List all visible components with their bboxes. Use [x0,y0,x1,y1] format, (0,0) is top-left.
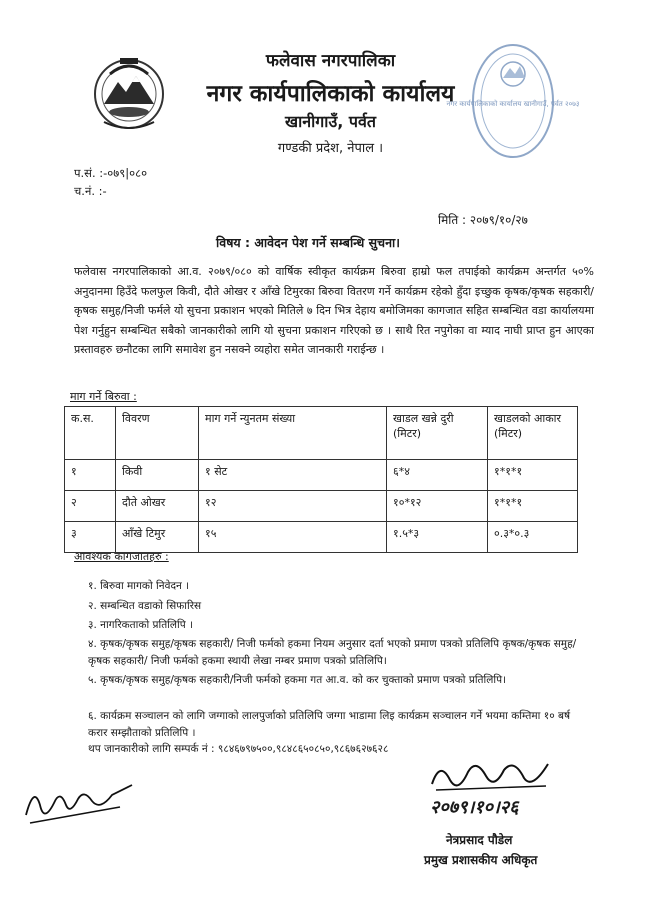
table-title: माग गर्ने बिरुवा : [70,390,137,403]
chalani-number: च.नं. :- [74,184,107,198]
header-cell: खाडलको आकार (मिटर) [488,407,578,460]
municipality-name: फलेवास नगरपालिका [265,51,396,71]
table-header-row [65,407,578,460]
table-row [65,491,578,522]
header-cell: क.स. [65,407,116,460]
doc-item: ३. नागरिकताको प्रतिलिपि । [88,619,194,631]
doc-item: ४. कृषक/कृषक समुह/कृषक सहकारी/ निजी फर्मको हकमा नियम अनुसार दर्ता भएको प्रमाण पत्रको प्रतिलिपि कृषक/कृषक समुह/कृषक सहकारी/ निजी फर्मको हकमा स्थायी लेखा नम्बर प्रमाण पत्रको प्रतिलिपि। [88,638,577,667]
header-cell: खाडल खन्ने दुरी (मिटर) [387,407,488,460]
table-cell: १५ [199,522,387,553]
subject-line: विषय : आवेदन पेश गर्ने सम्बन्धि सुचना। [216,235,400,250]
table-row [65,522,578,553]
table-cell: १०*१२ [387,491,488,522]
table-cell: १ [65,460,116,491]
table-cell: २ [65,491,116,522]
signatory-name: नेत्रप्रसाद पौडेल [446,833,513,847]
signatory-title: प्रमुख प्रशासकीय अधिकृत [424,853,538,867]
signature-icon [428,756,558,796]
doc-item: २. सम्बन्धित वडाको सिफारिस [88,600,202,612]
province-line: गण्डकी प्रदेश, नेपाल । [277,141,384,156]
table-cell: १*१*१ [488,491,578,522]
table-cell: १*१*१ [488,460,578,491]
docs-title: आवश्यक कागजातहरु : [74,550,169,563]
contact-line: थप जानकारीको लागि सम्पर्क नं : ९८४६७९७५००,९८४८६५०८५०,९८६७६२७६२८ [88,743,389,755]
header-cell: विवरण [116,407,199,460]
table-cell: ०.३*०.३ [488,522,578,553]
patra-sankhya: प.सं. :-०७९|०८० [74,166,148,180]
table-cell: किवी [116,460,199,491]
doc-item: ५. कृषक/कृषक समुह/कृषक सहकारी/निजी फर्मको हकमा गत आ.व. को कर चुक्ताको प्रमाण पत्रको प्रतिलिपि। [88,674,507,686]
doc-item: ६. कार्यक्रम सञ्चालन को लागि जग्गाको लालपुर्जाको प्रतिलिपि जग्गा भाडामा लिइ कार्यक्रम सञ्चालन गर्ने भयमा कम्तिमा १० बर्ष करार सम्झौताको प्रतिलिपि । [88,710,571,739]
office-location: खानीगाउँ, पर्वत [285,112,376,131]
svg-text:नगर कार्यपालिकाको कार्यालय खान: नगर कार्यपालिकाको कार्यालय खानीगाउँ, पर्वत २०७३ [446,100,580,108]
table-cell: १.५*३ [387,522,488,553]
notice-body: फलेवास नगरपालिकाको आ.व. २०७९/०८० को वार्षिक स्वीकृत कार्यक्रम बिरुवा हाम्रो फल तपाईको कार्यक्रम अन्तर्गत ५०% अनुदानमा हिउँदे फलफुल किवी, दौते ओखर र आँखे टिमुरका बिरुवा वितरण गर्ने कार्यक्रम रहेको हुँदा इच्छुक कृषक/कृषक सहकारी/कृषक समुह/निजी फर्मले यो सुचना प्रकाशन भएको मितिले ७ दिन भित्र देहाय बमोजिमका कागजात सहित सम्बन्धित वडा कार्यालयमा पेश गर्नुहुन सम्बन्धित सबैको जानकारीको लागि यो सुचना प्रकाशन गरिएको छ । साथै रित नपुगेका वा म्याद नाघी प्राप्त हुन आएका प्रस्तावहरु छनौटका लागि समावेश हुन नसक्ने व्यहोरा समेत जानकारी गराईन्छ । [74,265,594,356]
table-row [65,460,578,491]
table-cell: १ सेट [199,460,387,491]
table-cell: १२ [199,491,387,522]
notice-date: मिति : २०७९/१०/२७ [438,213,528,227]
table-cell: दौते ओखर [116,491,199,522]
handwritten-date: २०७९।१०।२६ [430,797,519,818]
saplings-table [64,406,578,553]
table-cell: ३ [65,522,116,553]
initials-scribble-icon [20,775,140,835]
doc-item: १. बिरुवा मागको निवेदन । [88,580,190,592]
header-cell: माग गर्ने न्युनतम संख्या [199,407,387,460]
table-cell: आँखे टिमुर [116,522,199,553]
table-cell: ६*४ [387,460,488,491]
office-title: नगर कार्यपालिकाको कार्यालय [206,81,455,107]
